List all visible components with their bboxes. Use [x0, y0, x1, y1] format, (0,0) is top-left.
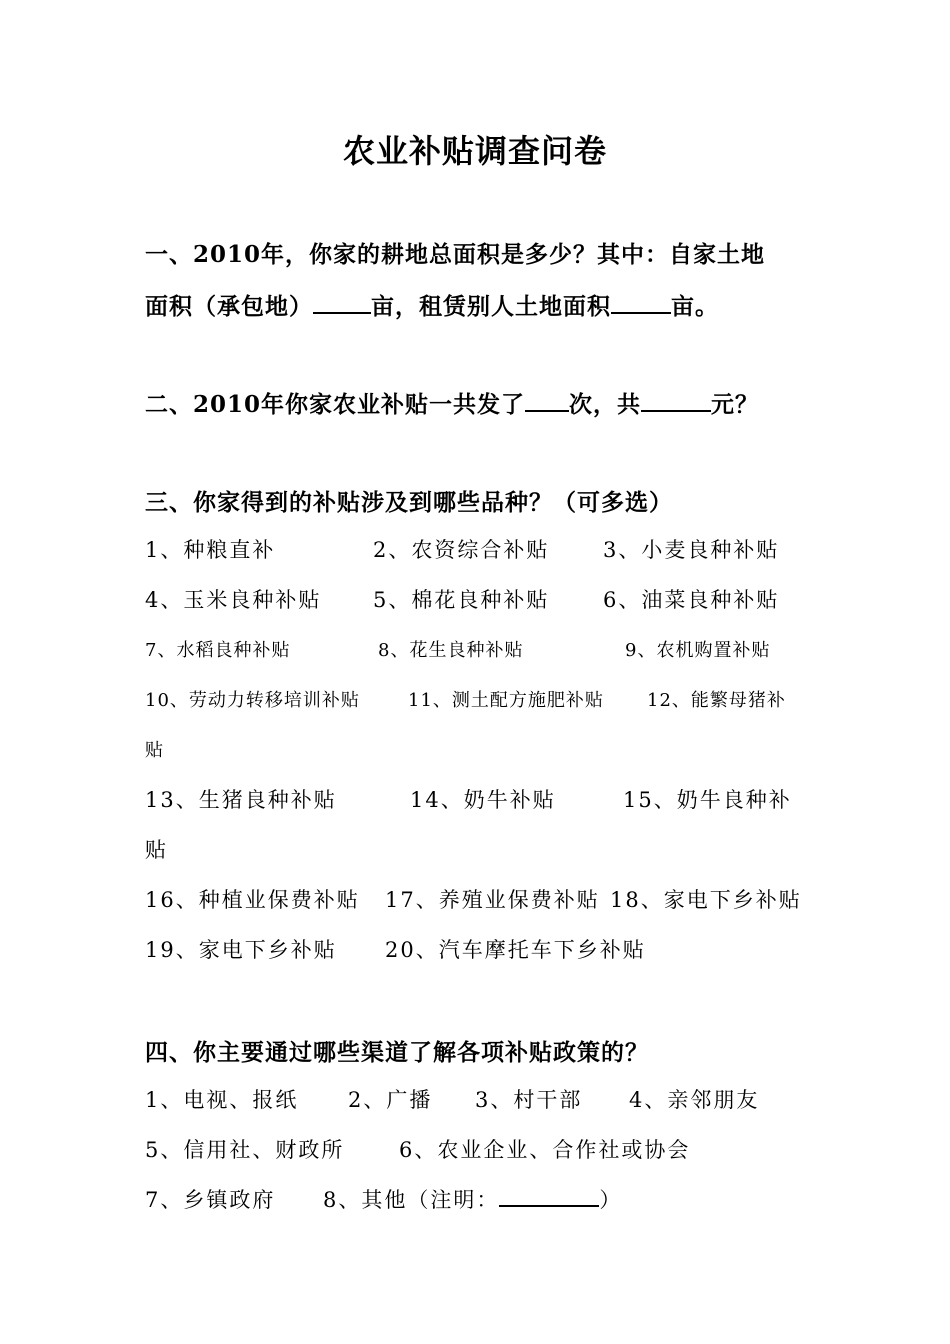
- q3-option-5[interactable]: 5、棉花良种补贴: [373, 588, 550, 612]
- q1-text-a: 面积（承包地）: [145, 293, 313, 320]
- q4-option-1[interactable]: 1、电视、报纸: [145, 1088, 299, 1112]
- q3-option-2[interactable]: 2、农资综合补贴: [373, 538, 550, 562]
- q3-option-18[interactable]: 18、家电下乡补贴: [610, 888, 802, 912]
- q3-option-15[interactable]: 15、奶牛良种补: [623, 788, 792, 812]
- q4-option-8[interactable]: [323, 1184, 622, 1214]
- q4-other-blank[interactable]: [499, 1185, 599, 1207]
- q3-option-8[interactable]: 8、花生良种补贴: [378, 640, 524, 661]
- q3-option-19[interactable]: 19、家电下乡补贴: [145, 938, 337, 962]
- q2-amount-blank[interactable]: [641, 390, 711, 412]
- q3-option-13[interactable]: 13、生猪良种补贴: [145, 788, 337, 812]
- q4-option-7[interactable]: 7、乡镇政府: [145, 1188, 276, 1212]
- q3-option-14[interactable]: 14、奶牛补贴: [410, 788, 556, 812]
- q3-option-17[interactable]: 17、养殖业保费补贴: [385, 888, 600, 912]
- q2-text-c: 元？: [711, 391, 760, 418]
- q4-option-3[interactable]: 3、村干部: [475, 1088, 583, 1112]
- q3-question: 三、你家得到的补贴涉及到哪些品种？（可多选）: [145, 489, 673, 516]
- q3-option-16[interactable]: 16、种植业保费补贴: [145, 888, 360, 912]
- q1-line2: [145, 288, 719, 321]
- q3-option-6[interactable]: 6、油菜良种补贴: [603, 588, 780, 612]
- q2-times-blank[interactable]: [525, 390, 569, 412]
- q2-line: [145, 386, 759, 419]
- q3-option-3[interactable]: 3、小麦良种补贴: [603, 538, 780, 562]
- q4-option-5[interactable]: 5、信用社、财政所: [145, 1138, 345, 1162]
- q3-option-1[interactable]: 1、种粮直补: [145, 538, 276, 562]
- q3-option-12[interactable]: 12、能繁母猪补: [647, 690, 786, 711]
- q3-option-11[interactable]: 11、测土配方施肥补贴: [408, 690, 604, 711]
- q4-option-6[interactable]: 6、农业企业、合作社或协会: [399, 1138, 691, 1162]
- q3-option-12-wrap: 贴: [145, 740, 164, 761]
- q1-rented-land-blank[interactable]: [611, 292, 671, 314]
- q1-text-c: 亩。: [671, 293, 719, 320]
- q1-text-b: 亩，租赁别人土地面积: [371, 293, 611, 320]
- q1-own-land-blank[interactable]: [313, 292, 371, 314]
- q3-option-9[interactable]: 9、农机购置补贴: [625, 640, 771, 661]
- q3-option-15-wrap: 贴: [145, 838, 168, 862]
- q3-option-10[interactable]: 10、劳动力转移培训补贴: [145, 690, 360, 711]
- q2-text-b: 次，共: [569, 391, 642, 418]
- q3-option-4[interactable]: 4、玉米良种补贴: [145, 588, 322, 612]
- q4-option-4[interactable]: 4、亲邻朋友: [629, 1088, 760, 1112]
- q4-option-8-close: ）: [599, 1188, 623, 1212]
- q3-option-7[interactable]: 7、水稻良种补贴: [145, 640, 291, 661]
- q4-option-8-label: 8、其他（注明：: [323, 1188, 500, 1212]
- q4-option-2[interactable]: 2、广播: [348, 1088, 433, 1112]
- page-title: 农业补贴调查问卷: [342, 132, 607, 170]
- q4-question: 四、你主要通过哪些渠道了解各项补贴政策的？: [145, 1039, 649, 1066]
- q3-option-20[interactable]: 20、汽车摩托车下乡补贴: [385, 938, 646, 962]
- q1-line1: 一、2010年，你家的耕地总面积是多少？其中：自家土地: [145, 241, 766, 268]
- q2-text-a: 二、2010年你家农业补贴一共发了: [145, 391, 526, 418]
